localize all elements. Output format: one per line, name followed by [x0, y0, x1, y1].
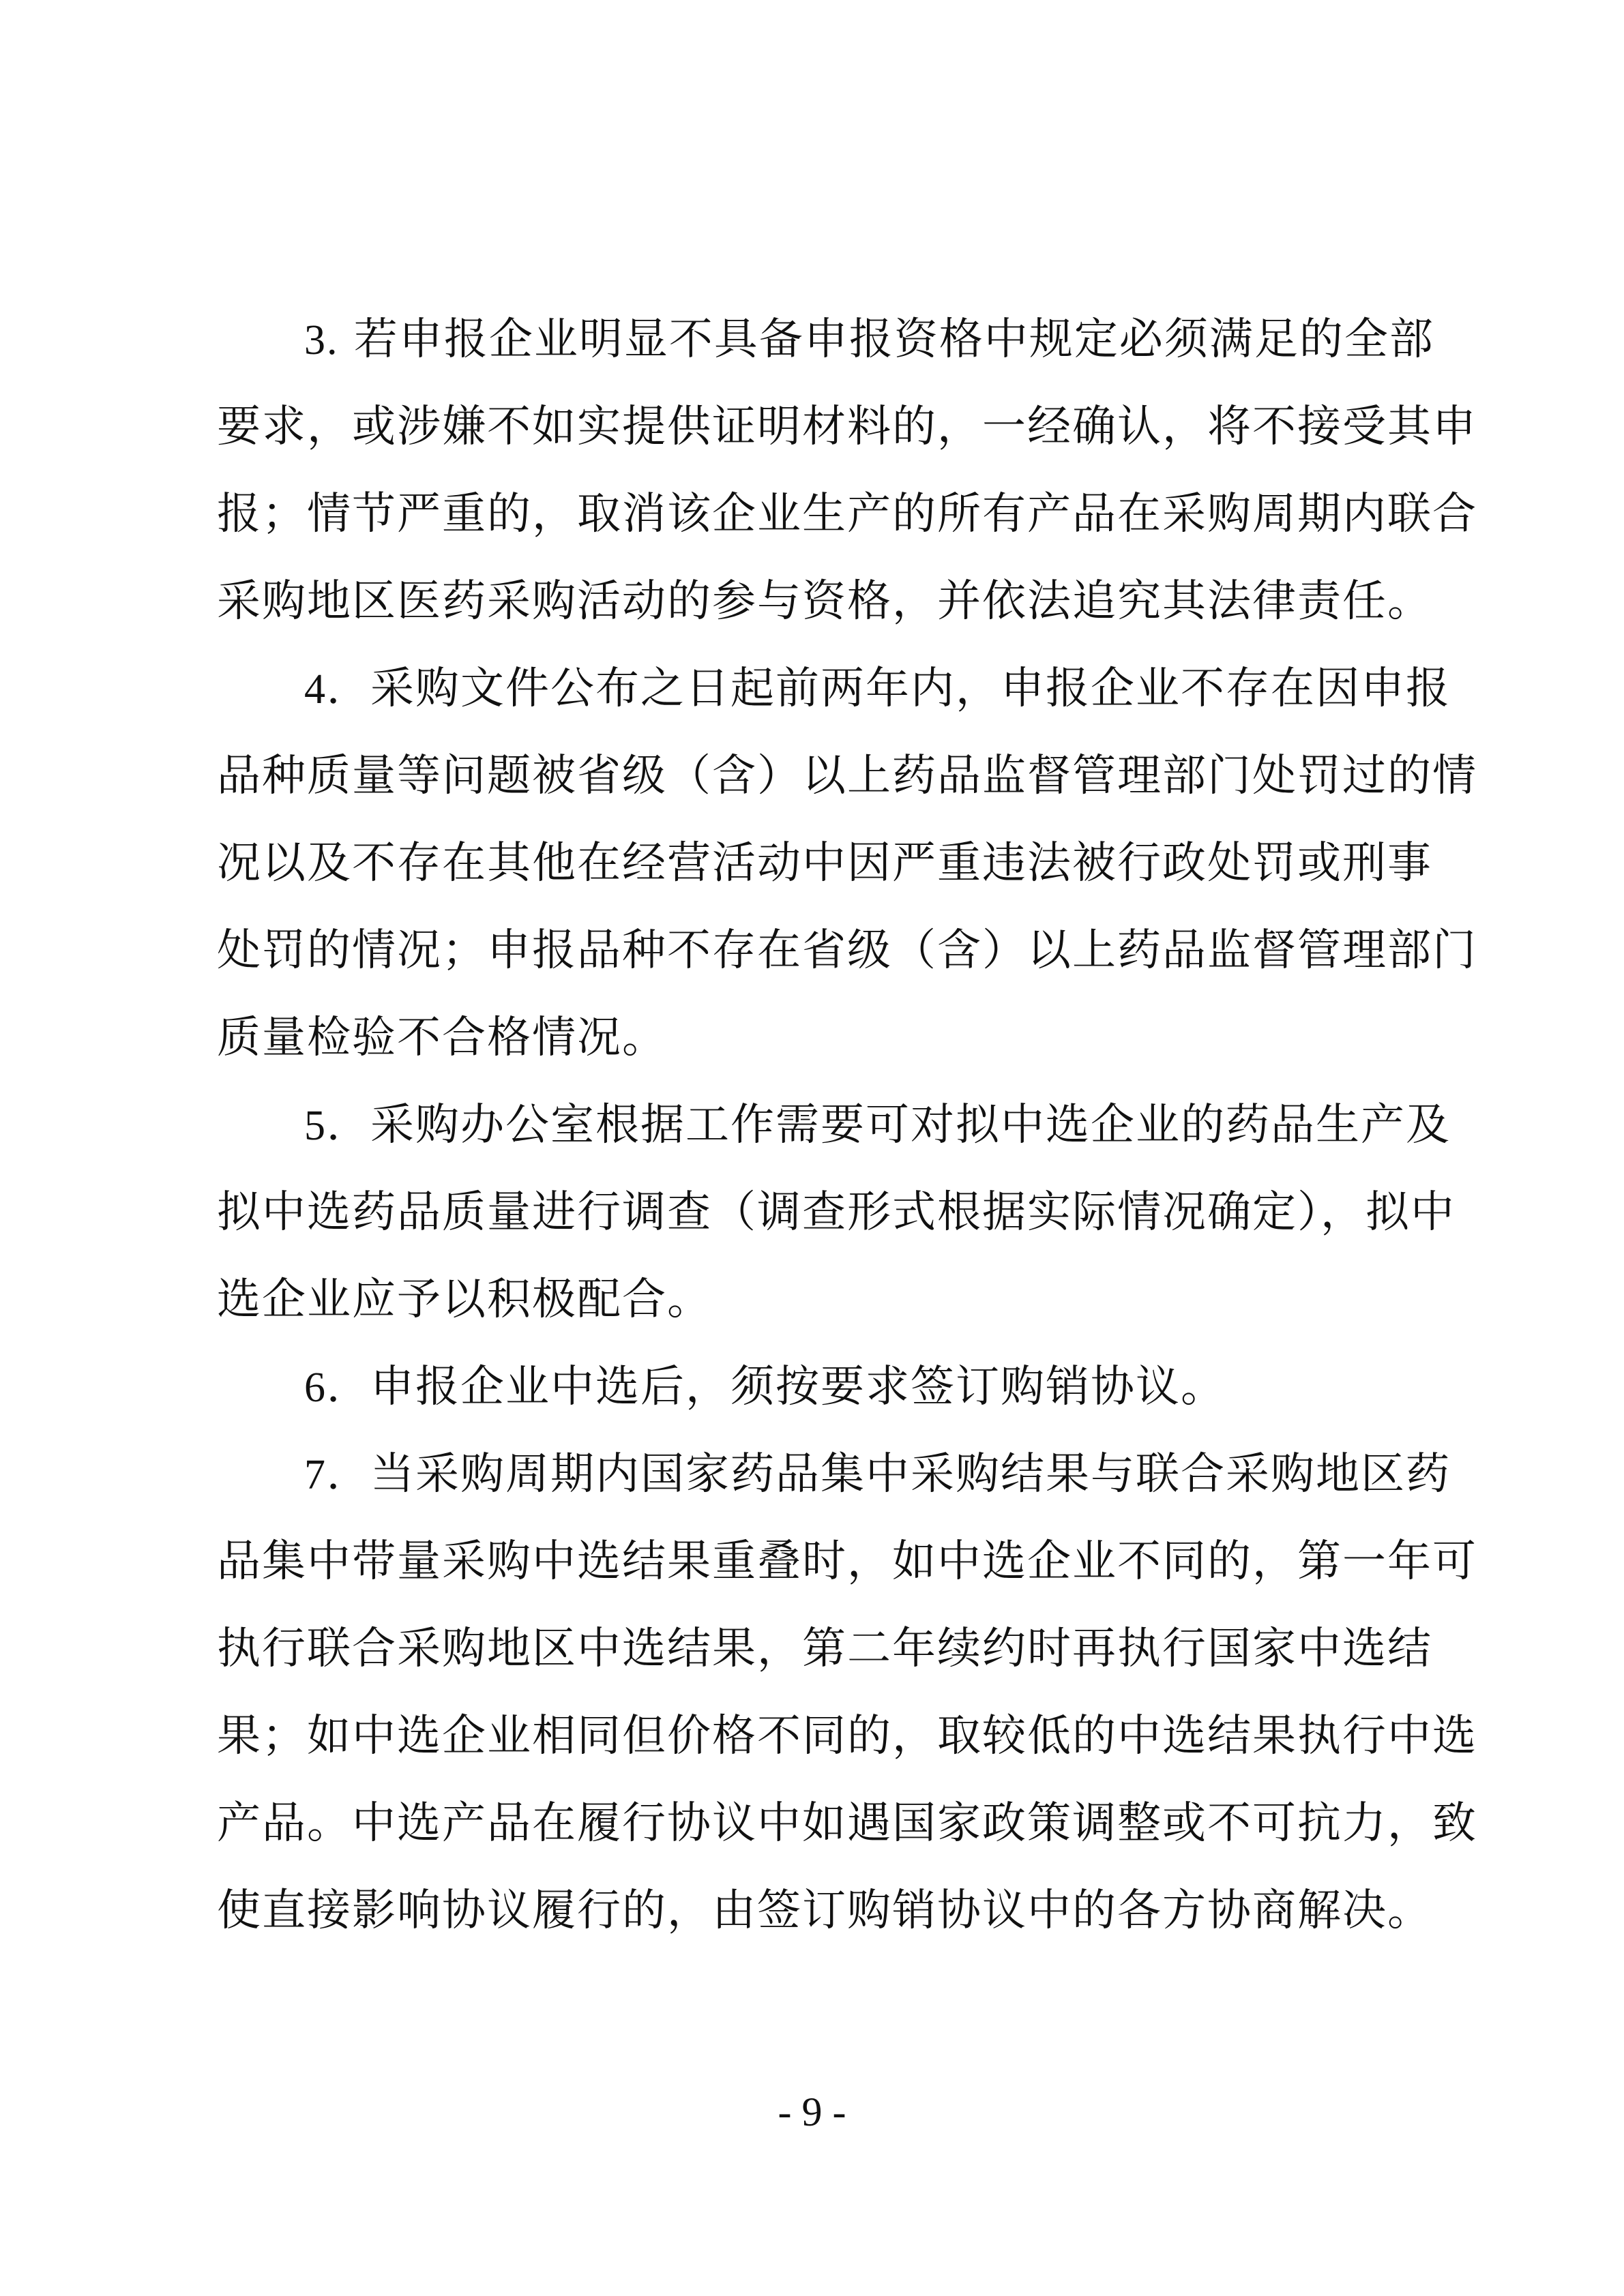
paragraph-3-line-2: 要求，或涉嫌不如实提供证明材料的，一经确认，将不接受其申: [217, 402, 1477, 452]
paragraph-7-line-6: 使直接影响协议履行的，由签订购销协议中的各方协商解决。: [217, 1885, 1432, 1936]
paragraph-3-number: 3.: [304, 317, 339, 363]
paragraph-4-line-5: 质量检验不合格情况。: [217, 1013, 667, 1063]
paragraph-7-line-4: 果；如中选企业相同但价格不同的，取较低的中选结果执行中选: [217, 1711, 1477, 1761]
paragraph-4-line-3: 况以及不存在其他在经营活动中因严重违法被行政处罚或刑事: [217, 838, 1432, 889]
paragraph-4-number: 4．: [304, 666, 371, 713]
paragraph-7-text: 当采购周期内国家药品集中采购结果与联合采购地区药: [370, 1449, 1451, 1500]
paragraph-4-line-2: 品种质量等问题被省级（含）以上药品监督管理部门处罚过的情: [217, 751, 1477, 801]
paragraph-7-line-1: [304, 1447, 1451, 1502]
paragraph-4-line-1: [304, 661, 1451, 717]
paragraph-3-line-1: [304, 312, 1434, 368]
paragraph-7-line-2: 品集中带量采购中选结果重叠时，如中选企业不同的，第一年可: [217, 1536, 1477, 1587]
paragraph-5-line-3: 选企业应予以积极配合。: [217, 1274, 712, 1325]
paragraph-7-number: 7．: [304, 1452, 371, 1498]
paragraph-3-line-3: 报；情节严重的，取消该企业生产的所有产品在采购周期内联合: [217, 489, 1477, 539]
paragraph-5-line-2: 拟中选药品质量进行调查（调查形式根据实际情况确定），拟中: [217, 1187, 1456, 1238]
paragraph-7-line-3: 执行联合采购地区中选结果，第二年续约时再执行国家中选结: [217, 1624, 1432, 1674]
paragraph-7-line-5: 产品。中选产品在履行协议中如遇国家政策调整或不可抗力，致: [217, 1798, 1477, 1849]
paragraph-6-text: 申报企业中选后，须按要求签订购销协议。: [370, 1362, 1226, 1412]
paragraph-5-line-1: [304, 1098, 1451, 1153]
paragraph-6-number: 6．: [304, 1365, 371, 1411]
paragraph-4-text: 采购文件公布之日起前两年内，申报企业不存在因申报: [370, 664, 1451, 714]
page-number: - 9 -: [778, 2089, 846, 2134]
paragraph-6-line-1: [304, 1360, 1226, 1415]
paragraph-5-number: 5．: [304, 1103, 371, 1149]
paragraph-3-text: 若申报企业明显不具备申报资格中规定必须满足的全部: [353, 314, 1434, 365]
paragraph-5-text: 采购办公室根据工作需要可对拟中选企业的药品生产及: [370, 1100, 1451, 1150]
paragraph-4-line-4: 处罚的情况；申报品种不存在省级（含）以上药品监督管理部门: [217, 925, 1477, 976]
paragraph-3-line-4: 采购地区医药采购活动的参与资格，并依法追究其法律责任。: [217, 576, 1432, 627]
